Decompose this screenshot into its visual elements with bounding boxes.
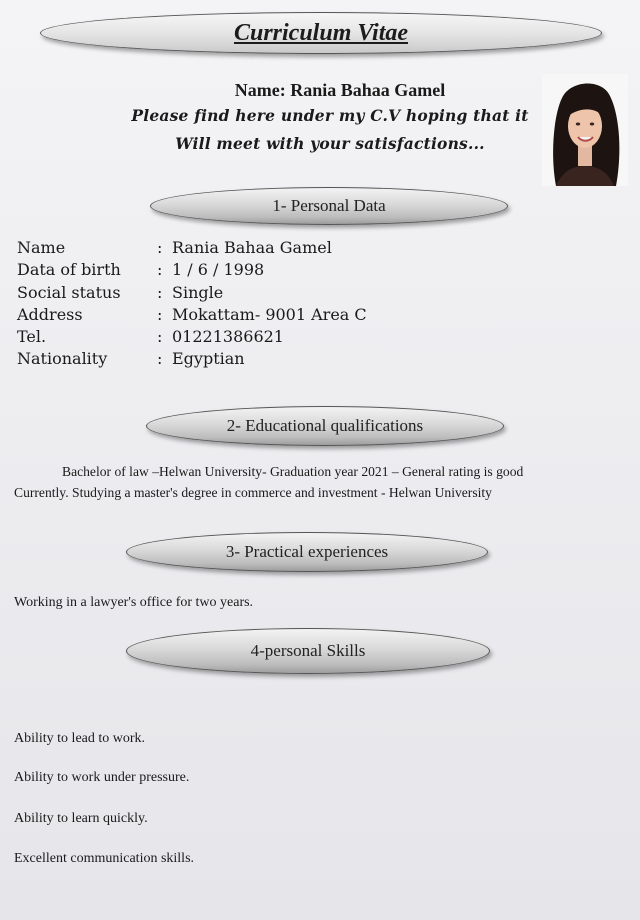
section-skills (126, 628, 490, 674)
field-value: Egyptian (172, 349, 245, 368)
field-label: Tel. (17, 327, 47, 346)
field-colon: : (157, 349, 163, 368)
field-colon: : (157, 283, 163, 302)
portrait-image (542, 74, 628, 186)
field-label: Name (17, 238, 66, 257)
cv-title: Curriculum Vitae (233, 19, 409, 46)
intro-line-1: Please find here under my C.V hoping that it (131, 106, 529, 125)
skill-item: Ability to learn quickly. (14, 811, 148, 826)
field-label: Social status (17, 283, 121, 302)
education-line-2: Currently. Studying a master's degree in commerce and investment - Helwan University (14, 485, 492, 500)
field-value: 1 / 6 / 1998 (172, 260, 265, 279)
field-value: Rania Bahaa Gamel (172, 238, 332, 257)
section-experience-label: 3- Practical experiences (225, 542, 389, 561)
field-colon: : (157, 327, 163, 346)
section-education-label: 2- Educational qualifications (226, 416, 424, 435)
skill-item: Ability to lead to work. (14, 731, 146, 746)
section-education (146, 406, 504, 446)
field-label: Address (17, 305, 83, 324)
experience-line: Working in a lawyer's office for two years. (14, 595, 254, 610)
profile-photo (542, 74, 628, 186)
field-colon: : (157, 305, 163, 324)
field-value: Mokattam- 9001 Area C (172, 305, 367, 324)
field-colon: : (157, 238, 163, 257)
section-experience (126, 532, 488, 572)
education-line-1: Bachelor of law –Helwan University- Graduation year 2021 – General rating is good (62, 464, 524, 479)
section-personal-data (150, 187, 508, 225)
field-value: Single (172, 283, 224, 302)
field-value: 01221386621 (172, 327, 284, 346)
skill-item: Excellent communication skills. (14, 851, 195, 866)
field-label: Nationality (17, 349, 108, 368)
candidate-name: Name: Rania Bahaa Gamel (234, 80, 446, 100)
section-personal-label: 1- Personal Data (272, 196, 386, 215)
field-colon: : (157, 260, 163, 279)
field-label: Data of birth (17, 260, 121, 279)
skill-item: Ability to work under pressure. (14, 770, 190, 785)
section-skills-label: 4-personal Skills (250, 641, 366, 660)
title-banner (40, 12, 602, 54)
intro-line-2: Will meet with your satisfactions... (175, 134, 485, 153)
